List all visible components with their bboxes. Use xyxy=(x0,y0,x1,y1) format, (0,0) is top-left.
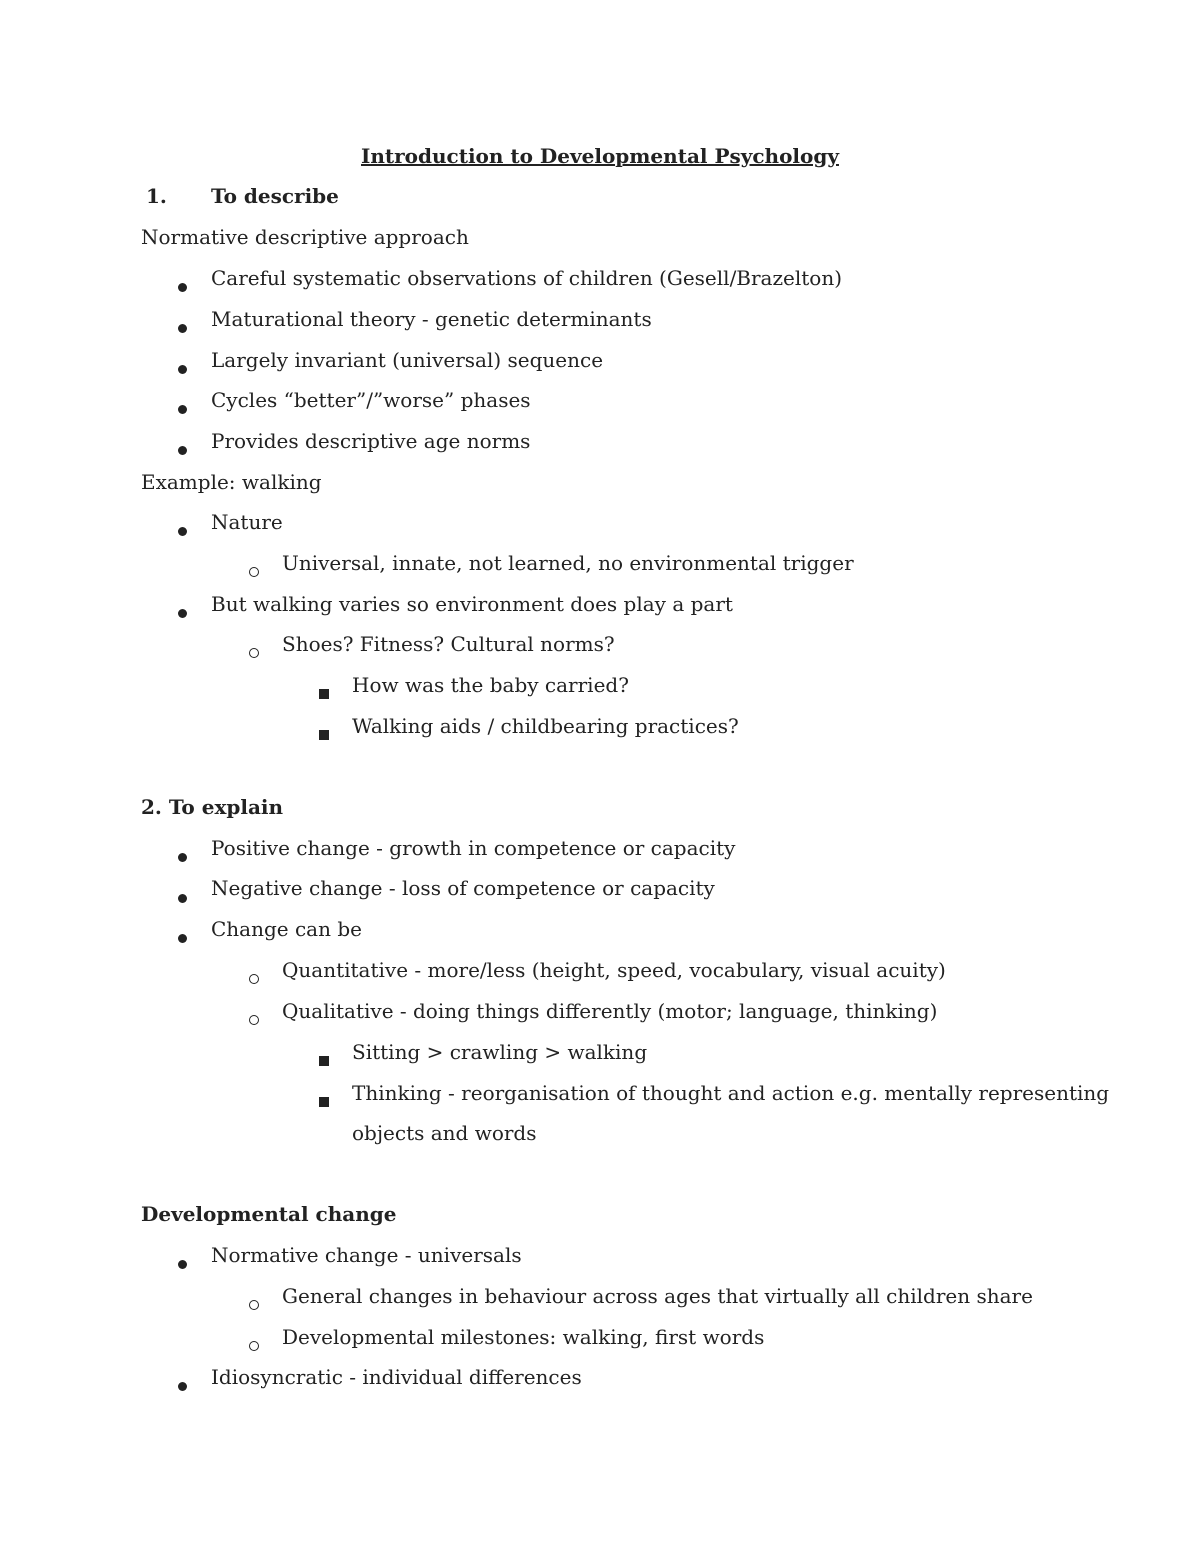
list-item: Careful systematic observations of children (Gesell/Brazelton) xyxy=(211,266,843,290)
example-label: Example: walking xyxy=(141,470,322,494)
bullet-dot xyxy=(178,883,187,909)
bullet-dot xyxy=(178,598,187,624)
bullet-dot xyxy=(178,923,187,949)
bullet-dot xyxy=(178,272,187,298)
list-item: But walking varies so environment does play a part xyxy=(211,592,733,616)
section-1-intro: Normative descriptive approach xyxy=(141,225,469,249)
list-item: Change can be xyxy=(211,917,362,941)
list-item: Cycles “better”/”worse” phases xyxy=(211,388,531,412)
bullet-square xyxy=(319,720,329,746)
section-3-heading: Developmental change xyxy=(141,1202,397,1226)
list-item: Shoes? Fitness? Cultural norms? xyxy=(282,632,615,656)
section-2-heading: 2. To explain xyxy=(141,795,284,819)
list-item-continuation: objects and words xyxy=(352,1121,537,1145)
list-item: Largely invariant (universal) sequence xyxy=(211,348,604,372)
bullet-ring xyxy=(249,1290,259,1316)
bullet-ring xyxy=(249,638,259,664)
bullet-dot xyxy=(178,842,187,868)
list-item: Positive change - growth in competence or capacity xyxy=(211,836,736,860)
list-item: Provides descriptive age norms xyxy=(211,429,531,453)
list-item: Negative change - loss of competence or capacity xyxy=(211,876,715,900)
bullet-dot xyxy=(178,354,187,380)
list-item: Qualitative - doing things differently (motor; language, thinking) xyxy=(282,999,938,1023)
bullet-square xyxy=(319,679,329,705)
bullet-dot xyxy=(178,435,187,461)
list-item: General changes in behaviour across ages that virtually all children share xyxy=(282,1284,1033,1308)
list-item: Universal, innate, not learned, no environmental trigger xyxy=(282,551,854,575)
section-1-number: 1. xyxy=(146,184,167,208)
list-item: Maturational theory - genetic determinants xyxy=(211,307,652,331)
section-1-heading: To describe xyxy=(211,184,339,208)
bullet-ring xyxy=(249,557,259,583)
bullet-ring xyxy=(249,1331,259,1357)
list-item: Thinking - reorganisation of thought and action e.g. mentally representing xyxy=(352,1081,1110,1105)
bullet-dot xyxy=(178,394,187,420)
list-item: Nature xyxy=(211,510,283,534)
bullet-dot xyxy=(178,516,187,542)
bullet-square xyxy=(319,1087,329,1113)
bullet-ring xyxy=(249,1005,259,1031)
bullet-dot xyxy=(178,1371,187,1397)
list-item: Quantitative - more/less (height, speed, vocabulary, visual acuity) xyxy=(282,958,946,982)
list-item: Idiosyncratic - individual differences xyxy=(211,1365,582,1389)
list-item: How was the baby carried? xyxy=(352,673,629,697)
bullet-dot xyxy=(178,313,187,339)
bullet-square xyxy=(319,1046,329,1072)
bullet-dot xyxy=(178,1249,187,1275)
page-title: Introduction to Developmental Psychology xyxy=(361,144,839,168)
list-item: Sitting > crawling > walking xyxy=(352,1040,648,1064)
list-item: Developmental milestones: walking, first words xyxy=(282,1325,765,1349)
list-item: Normative change - universals xyxy=(211,1243,522,1267)
list-item: Walking aids / childbearing practices? xyxy=(352,714,739,738)
bullet-ring xyxy=(249,964,259,990)
